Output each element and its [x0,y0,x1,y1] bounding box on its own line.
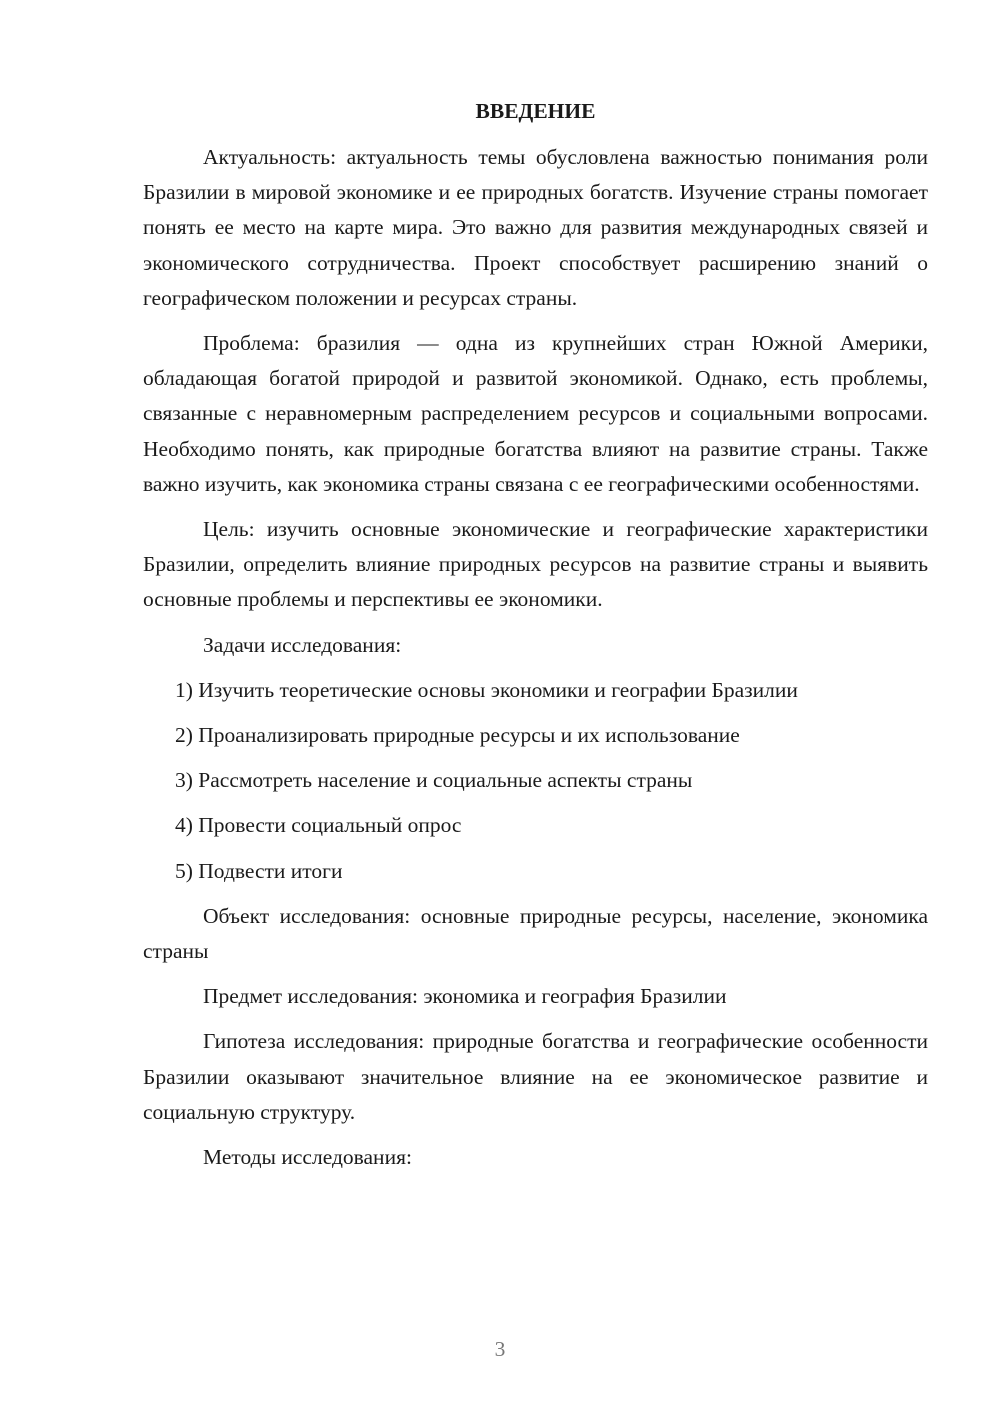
object-paragraph: Объект исследования: основные природные ресурсы, население, экономика страны [143,903,928,964]
subject-paragraph: Предмет исследования: экономика и география Бразилии [203,984,727,1009]
list-item: 2) Проанализировать природные ресурсы и их использование [175,723,740,748]
tasks-title: Задачи исследования: [203,632,402,657]
list-item: 3) Рассмотреть население и социальные аспекты страны [175,768,693,793]
relevance-paragraph: Актуальность: актуальность темы обусловлена важностью понимания роли Бразилии в мировой экономике и ее природных богатств. Изучение страны помогает понять ее место на карте мира. Это важно для развития международных связей и экономического сотрудничества. Проект способствует расширению знаний о географическом положении и ресурсах страны. [143,145,928,310]
hypothesis-paragraph: Гипотеза исследования: природные богатства и географические особенности Бразилии оказывают значительное влияние на ее экономическое развитие и социальную структуру. [143,1029,928,1124]
tasks-list [143,673,928,889]
methods-title: Методы исследования: [203,1145,412,1170]
section-heading: ВВЕДЕНИЕ [475,99,596,123]
page-content [143,96,928,1185]
page-number: 3 [494,1337,506,1361]
list-item: 4) Провести социальный опрос [175,813,462,838]
list-item: 1) Изучить теоретические основы экономики и географии Бразилии [175,677,798,702]
list-item: 5) Подвести итоги [175,858,343,883]
goal-paragraph: Цель: изучить основные экономические и географические характеристики Бразилии, определить влияние природных ресурсов на развитие страны и выявить основные проблемы и перспективы ее экономики. [143,517,928,612]
problem-paragraph: Проблема: бразилия — одна из крупнейших стран Южной Америки, обладающая богатой природой и развитой экономикой. Однако, есть проблемы, связанные с неравномерным распределением ресурсов и социальными вопросами. Необходимо понять, как природные богатства влияют на развитие страны. Также важно изучить, как экономика страны связана с ее географическими особенностями. [143,331,928,496]
